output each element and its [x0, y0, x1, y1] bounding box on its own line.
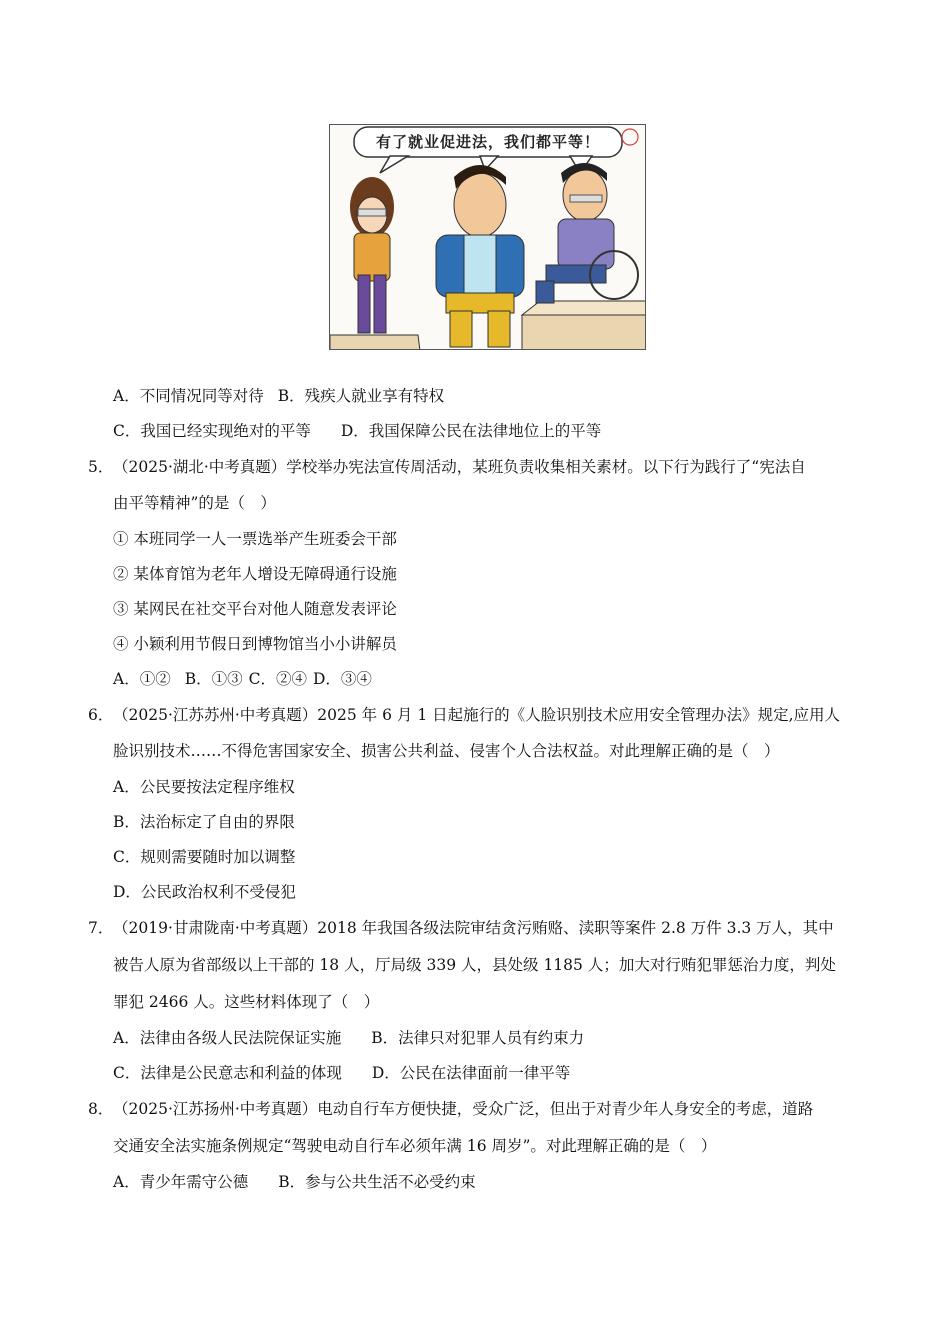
q5-option-a[interactable]: A．①②: [113, 670, 171, 688]
q8-stem-line-1: （2025·江苏扬州·中考真题）电动自行车方便快捷，受众广泛，但出于对青少年人身安全的考虑，道路: [113, 1100, 814, 1118]
q7-option-c[interactable]: C．法律是公民意志和利益的体现: [113, 1064, 342, 1082]
q5-options-row: [113, 669, 372, 689]
q7-options-row-2: [113, 1063, 570, 1083]
q5-number: 5．: [88, 458, 114, 476]
q6-option-b[interactable]: B．法治标定了自由的界限: [113, 813, 295, 831]
q5-item-4: ④ 小颖利用节假日到博物馆当小小讲解员: [113, 635, 397, 653]
q4-options-row-2: [113, 421, 601, 441]
q5-item-2: ② 某体育馆为老年人增设无障碍通行设施: [113, 565, 397, 583]
q7-option-a[interactable]: A．法律由各级人民法院保证实施: [113, 1029, 342, 1047]
q7-stem-line-3: 罪犯 2466 人。这些材料体现了（ ）: [113, 993, 380, 1011]
q7-option-d[interactable]: D．公民在法律面前一律平等: [371, 1064, 571, 1082]
q5-option-d[interactable]: D．③④: [312, 670, 372, 688]
q6-option-a[interactable]: A．公民要按法定程序维权: [113, 778, 295, 796]
q8-stem-line-2: 交通安全法实施条例规定“驾驶电动自行车必须年满 16 周岁”。对此理解正确的是（ ）: [113, 1137, 717, 1155]
q5-option-b[interactable]: B．①③: [184, 670, 243, 688]
q5-item-3: ③ 某网民在社交平台对他人随意发表评论: [113, 600, 397, 618]
q5-stem-line-2: 由平等精神”的是（ ）: [113, 494, 276, 512]
q4-option-b[interactable]: B．残疾人就业享有特权: [277, 387, 445, 405]
q6-option-d[interactable]: D．公民政治权利不受侵犯: [113, 883, 296, 901]
q5-stem-line-1: （2025·湖北·中考真题）学校举办宪法宣传周活动，某班负责收集相关素材。以下行为践行了“宪法自: [113, 458, 806, 476]
q5-item-1: ① 本班同学一人一票选举产生班委会干部: [113, 530, 397, 548]
q7-number: 7．: [88, 919, 114, 937]
q7-stem-line-2: 被告人原为省部级以上干部的 18 人，厅局级 339 人，县处级 1185 人；加大对行贿犯罪惩治力度，判处: [113, 956, 836, 974]
q8-option-b[interactable]: B．参与公共生活不必受约束: [278, 1173, 476, 1191]
q5-option-c[interactable]: C．②④: [248, 670, 307, 688]
q4-cartoon-image: [329, 124, 646, 350]
cartoon-caption: 有了就业促进法，我们都平等！: [375, 133, 600, 151]
q7-stem-line-1: （2019·甘肃陇南·中考真题）2018 年我国各级法院审结贪污贿赂、渎职等案件 2.8 万件 3.3 万人，其中: [113, 919, 834, 937]
q8-options-row: [113, 1172, 476, 1192]
q6-stem-line-2: 脸识别技术……不得危害国家安全、损害公共利益、侵害个人合法权益。对此理解正确的是（ ）: [113, 742, 780, 760]
q7-options-row-1: [113, 1028, 584, 1048]
q6-option-c[interactable]: C．规则需要随时加以调整: [113, 848, 296, 866]
q4-option-d[interactable]: D．我国保障公民在法律地位上的平等: [340, 422, 602, 440]
q6-number: 6．: [88, 706, 114, 724]
q8-number: 8．: [88, 1100, 114, 1118]
q4-option-a[interactable]: A．不同情况同等对待: [113, 387, 264, 405]
q7-option-b[interactable]: B．法律只对犯罪人员有约束力: [371, 1029, 585, 1047]
q8-option-a[interactable]: A．青少年需守公德: [113, 1173, 249, 1191]
q4-option-c[interactable]: C．我国已经实现绝对的平等: [113, 422, 311, 440]
cartoon-drawing: [330, 125, 646, 350]
q6-stem-line-1: （2025·江苏苏州·中考真题）2025 年 6 月 1 日起施行的《人脸识别技术应用安全管理办法》规定,应用人: [113, 706, 841, 724]
q4-options-row-1: [113, 386, 444, 406]
